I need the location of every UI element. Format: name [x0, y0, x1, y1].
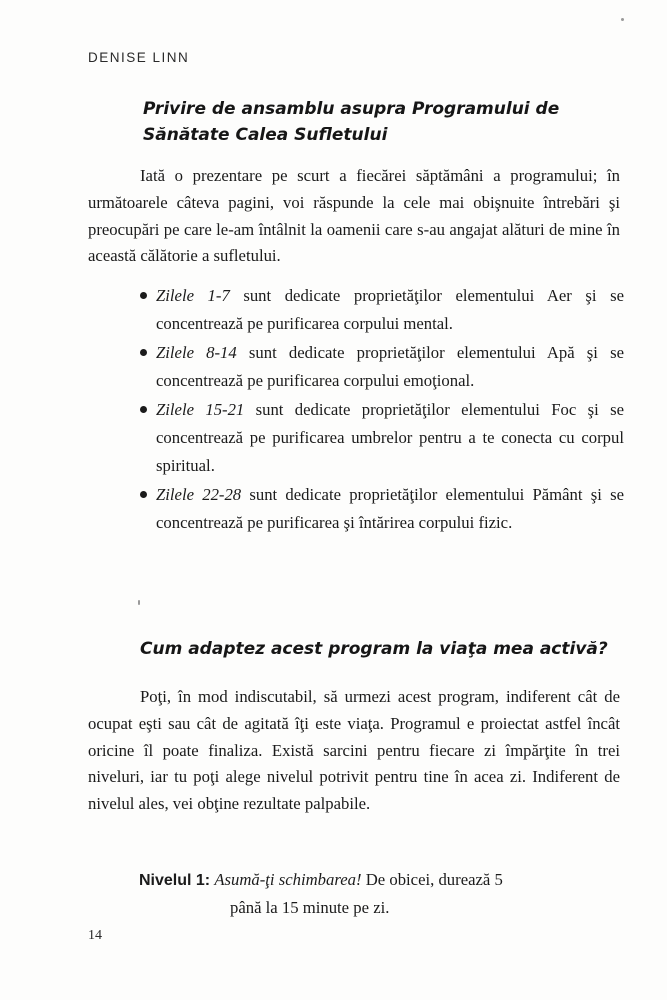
level-name: Nivelul 1: [139, 872, 211, 889]
section-title-busy-life: Cum adaptez acest program la viaţa mea activă? [140, 639, 608, 659]
week-list-item [140, 339, 624, 396]
level-description-line-1: De obicei, durează 5 [361, 870, 503, 889]
scan-speck [138, 600, 140, 605]
bullet-icon [140, 292, 147, 299]
running-header: DENISE LINN [88, 50, 190, 65]
scan-speck [621, 18, 624, 21]
week-list-item [140, 282, 624, 339]
week-list [140, 282, 624, 538]
week-description: sunt dedicate proprietăţilor elementului Apă şi se concentrează pe purificarea corpului emoţional. [156, 342, 624, 391]
level-1-entry [139, 866, 629, 921]
week-list-item [140, 481, 624, 538]
intro-paragraph: Iată o prezentare pe scurt a fiecărei săptămâni a programului; în următoarele câteva pagini, voi răspunde la cele mai obişnuite întrebări şi preocupări pe care le-am întâlnit la oamenii care s-au angajat alături de mine în această călătorie a sufletului. [88, 166, 620, 266]
week-description: sunt dedicate proprietăţilor elementului Foc şi se concentrează pe purificarea umbrelor pentru a te conecta cu corpul spiritual. [156, 399, 624, 476]
page-number: 14 [88, 928, 102, 943]
level-description-line-2: până la 15 minute pe zi. [230, 898, 390, 917]
days-range: Zilele 15-21 [156, 399, 245, 419]
section-title-line-2: Sănătate Calea Sufletului [143, 125, 388, 145]
busy-life-paragraph: Poţi, în mod indiscutabil, să urmezi acest program, indiferent cât de ocupat eşti sau cât de agitată îţi este viaţa. Programul e proiectat astfel încât oricine îl poate finaliza. Există sarcini pentru fiecare zi împărţite în trei niveluri, iar tu poţi alege nivelul potrivit pentru tine în acea zi. Indiferent de nivelul ales, vei obţine rezultate palpabile. [88, 687, 620, 814]
section-title-overview [143, 96, 613, 148]
days-range: Zilele 22-28 [156, 484, 242, 504]
week-list-item [140, 396, 624, 481]
bullet-icon [140, 406, 147, 413]
week-description: sunt dedicate proprietăţilor elementului Aer şi se concentrează pe purificarea corpului mental. [156, 286, 624, 334]
days-range: Zilele 1-7 [156, 286, 230, 305]
section-title-line-1: Privire de ansamblu asupra Programului de [143, 99, 560, 119]
week-description: sunt dedicate proprietăţilor elementului Pământ şi se concentrează pe purificarea şi întărirea corpului fizic. [156, 484, 624, 533]
days-range: Zilele 8-14 [156, 342, 237, 362]
bullet-icon [140, 349, 147, 356]
level-title: Asumă-ţi schimbarea! [214, 870, 362, 889]
bullet-icon [140, 491, 147, 498]
